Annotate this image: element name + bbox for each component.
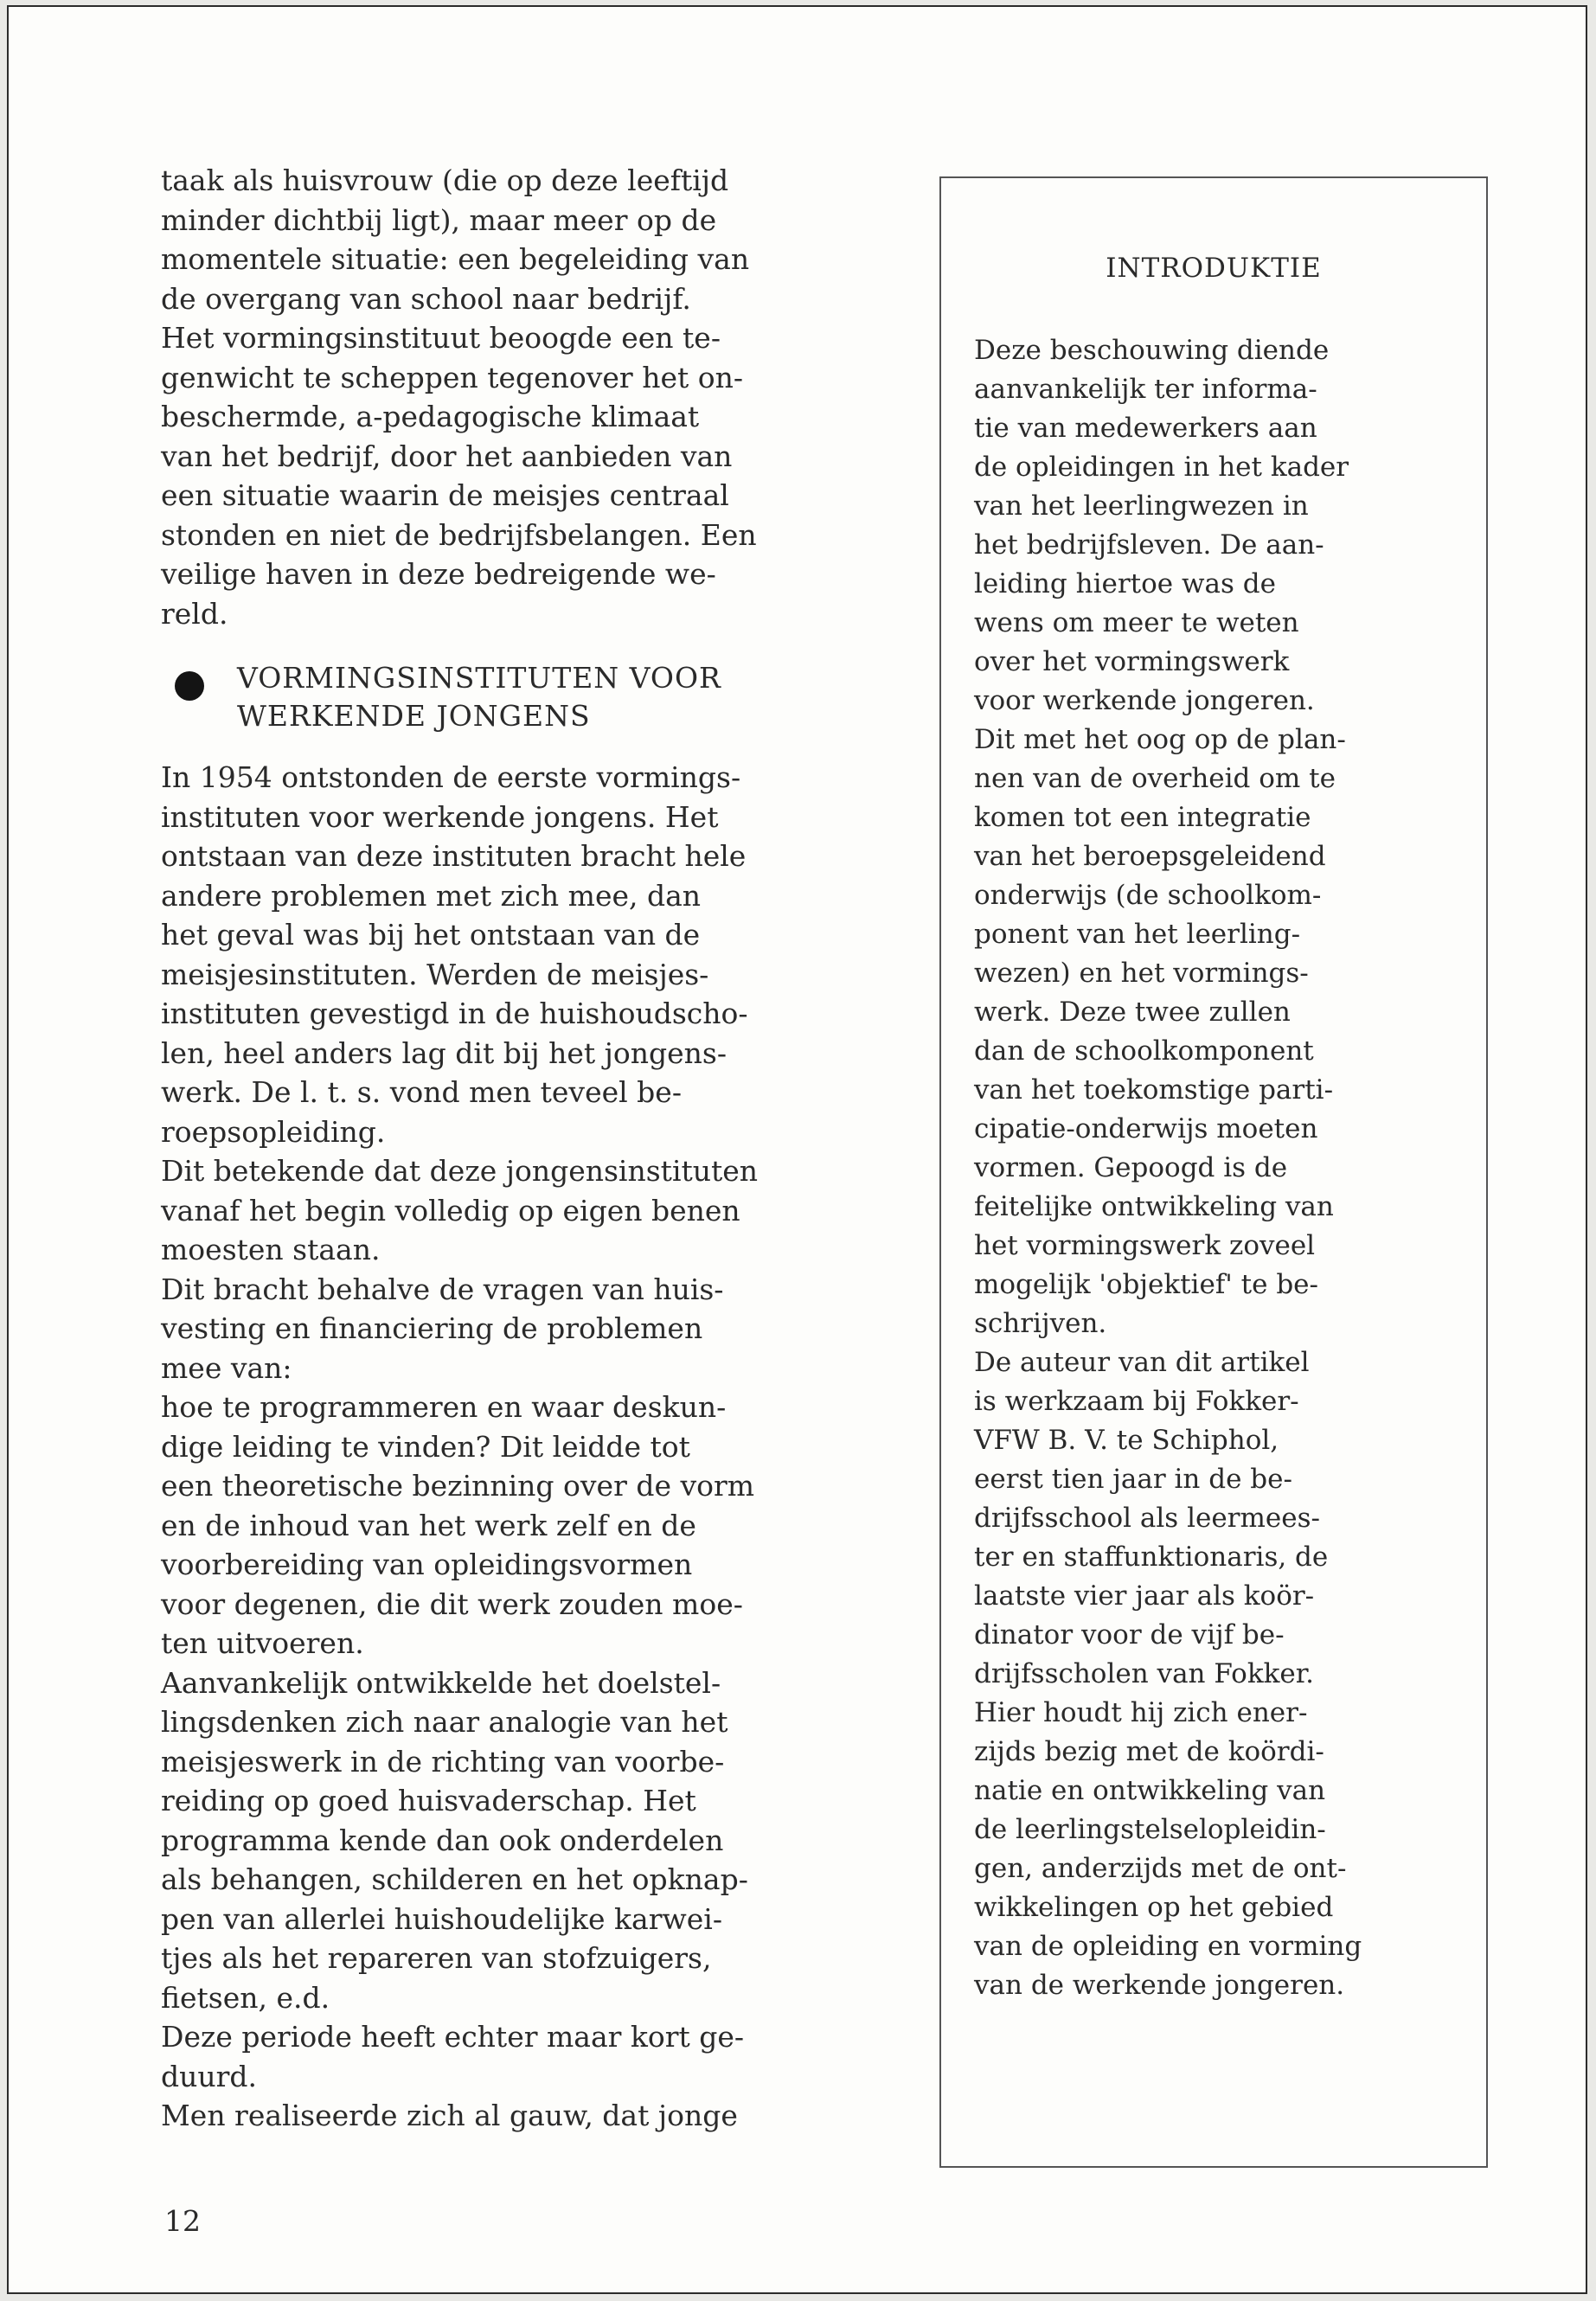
text-line: minder dichtbij ligt), maar meer op de — [161, 202, 717, 237]
text-line: de overgang van school naar bedrijf. — [161, 281, 691, 316]
text-line: In 1954 ontstonden de eerste vormings- — [161, 760, 741, 794]
text-line: van het leerlingwezen in — [974, 490, 1309, 522]
paragraph-1 — [161, 161, 896, 633]
text-line: ten uitvoeren. — [161, 1626, 364, 1660]
text-line: van de opleiding en vorming — [974, 1931, 1362, 1962]
text-line: momentele situatie: een begeleiding van — [161, 242, 750, 276]
text-line: dige leiding te vinden? Dit leidde tot — [161, 1429, 690, 1464]
page-number: 12 — [164, 2204, 201, 2238]
text-line: moesten staan. — [161, 1233, 381, 1266]
text-line: mee van: — [161, 1350, 292, 1385]
text-line: van het bedrijf, door het aanbieden van — [161, 439, 733, 473]
text-line: is werkzaam bij Fokker- — [974, 1386, 1299, 1417]
text-line: reiding op goed huisvaderschap. Het — [161, 1784, 696, 1817]
text-line: ponent van het leerling- — [974, 919, 1301, 950]
text-line: Dit bracht behalve de vragen van huis- — [161, 1272, 724, 1306]
text-line: schrijven. — [974, 1308, 1107, 1339]
text-line: onderwijs (de schoolkom- — [974, 880, 1322, 911]
text-line: de opleidingen in het kader — [974, 452, 1349, 483]
text-line: feitelijke ontwikkeling van — [974, 1191, 1334, 1222]
text-line: voor degenen, die dit werk zouden moe- — [161, 1586, 743, 1621]
text-line: Hier houdt hij zich ener- — [974, 1697, 1308, 1728]
text-line: nen van de overheid om te — [974, 763, 1336, 794]
text-line: pen van allerlei huishoudelijke karwei- — [161, 1901, 722, 1936]
text-line: De auteur van dit artikel — [974, 1347, 1310, 1378]
text-line: vesting en financiering de problemen — [161, 1311, 703, 1345]
text-line: het bedrijfsleven. De aan- — [974, 529, 1324, 561]
text-line: Dit met het oog op de plan- — [974, 724, 1346, 755]
introduction-box — [939, 176, 1488, 2168]
text-line: tjes als het repareren van stofzuigers, — [161, 1941, 712, 1975]
text-line: mogelijk 'objektief' te be- — [974, 1269, 1318, 1300]
text-line: WERKENDE JONGENS — [237, 699, 591, 733]
text-line: cipatie-onderwijs moeten — [974, 1113, 1318, 1144]
text-line: VORMINGSINSTITUTEN VOOR — [237, 661, 721, 695]
text-line: vanaf het begin volledig op eigen benen — [161, 1193, 740, 1227]
text-line: taak als huisvrouw (die op deze leeftijd — [161, 163, 729, 197]
text-line: vormen. Gepoogd is de — [974, 1152, 1288, 1183]
text-line: eerst tien jaar in de be- — [974, 1464, 1292, 1495]
text-line: het vormingswerk zoveel — [974, 1230, 1316, 1261]
text-line: genwicht te scheppen tegenover het on- — [161, 360, 744, 394]
text-line: natie en ontwikkeling van — [974, 1775, 1326, 1806]
text-line: lingsdenken zich naar analogie van het — [161, 1705, 728, 1739]
text-line: als behangen, schilderen en het opknap- — [161, 1862, 748, 1896]
section-heading-text — [237, 659, 896, 735]
text-line: reld. — [161, 596, 228, 631]
text-line: fietsen, e.d. — [161, 1980, 330, 2015]
text-line: tie van medewerkers aan — [974, 413, 1317, 444]
text-line: werk. De l. t. s. vond men teveel be- — [161, 1075, 682, 1109]
text-line: laatste vier jaar als koör- — [974, 1580, 1315, 1612]
text-line: en de inhoud van het werk zelf en de — [161, 1508, 696, 1542]
text-line: komen tot een integratie — [974, 802, 1311, 833]
text-line: Aanvankelijk ontwikkelde het doelstel- — [161, 1665, 721, 1700]
text-line: meisjeswerk in de richting van voorbe- — [161, 1744, 725, 1779]
text-line: een situatie waarin de meisjes centraal — [161, 478, 729, 512]
text-line: veilige haven in deze bedreigende we- — [161, 557, 716, 591]
text-line: instituten gevestigd in de huishoudscho- — [161, 997, 748, 1030]
text-line: van het beroepsgeleidend — [974, 841, 1326, 872]
text-line: zijds bezig met de koördi- — [974, 1736, 1324, 1767]
text-line: VFW B. V. te Schiphol, — [974, 1425, 1279, 1456]
text-line: voorbereiding van opleidingsvormen — [161, 1548, 693, 1581]
section-heading — [161, 659, 896, 735]
text-line: len, heel anders lag dit bij het jongens- — [161, 1035, 727, 1070]
text-line: wens om meer te weten — [974, 607, 1299, 638]
text-line: dinator voor de vijf be- — [974, 1619, 1285, 1650]
text-line: van het toekomstige parti- — [974, 1074, 1334, 1106]
text-line: leiding hiertoe was de — [974, 568, 1276, 599]
text-line: ter en staffunktionaris, de — [974, 1541, 1329, 1573]
paragraph-2 — [161, 758, 896, 2136]
text-line: Men realiseerde zich al gauw, dat jonge — [161, 2099, 738, 2132]
text-line: het geval was bij het ontstaan van de — [161, 918, 701, 952]
introduction-text — [974, 331, 1484, 2005]
text-line: over het vormingswerk — [974, 646, 1290, 677]
text-line: programma kende dan ook onderdelen — [161, 1823, 724, 1857]
text-line: gen, anderzijds met de ont- — [974, 1853, 1347, 1884]
text-line: een theoretische bezinning over de vorm — [161, 1469, 755, 1503]
text-line: beschermde, a-pedagogische klimaat — [161, 400, 700, 433]
text-line: hoe te programmeren en waar deskun- — [161, 1390, 727, 1424]
text-line: duurd. — [161, 2059, 258, 2093]
text-line: meisjesinstituten. Werden de meisjes- — [161, 957, 709, 991]
bullet-icon — [175, 671, 204, 701]
text-line: wezen) en het vormings- — [974, 958, 1309, 989]
text-line: de leerlingstelselopleidin- — [974, 1814, 1326, 1845]
text-line: van de werkende jongeren. — [974, 1970, 1345, 2001]
text-line: werk. Deze twee zullen — [974, 997, 1291, 1028]
text-line: Deze periode heeft echter maar kort ge- — [161, 2020, 745, 2054]
text-line: aanvankelijk ter informa- — [974, 374, 1317, 405]
text-line: andere problemen met zich mee, dan — [161, 878, 702, 913]
document-page — [7, 5, 1587, 2294]
text-line: instituten voor werkende jongens. Het — [161, 799, 719, 834]
text-line: Het vormingsinstituut beoogde een te- — [161, 321, 721, 355]
text-line: ontstaan van deze instituten bracht hele — [161, 839, 747, 873]
text-line: Deze beschouwing diende — [974, 335, 1330, 366]
main-column — [161, 161, 896, 2136]
text-line: drijfsschool als leermees- — [974, 1503, 1320, 1534]
text-line: voor werkende jongeren. — [974, 685, 1315, 716]
text-line: dan de schoolkomponent — [974, 1035, 1314, 1067]
text-line: Dit betekende dat deze jongensinstituten — [161, 1154, 759, 1188]
text-line: drijfsscholen van Fokker. — [974, 1658, 1315, 1689]
text-line: wikkelingen op het gebied — [974, 1892, 1334, 1923]
text-line: stonden en niet de bedrijfsbelangen. Een — [161, 517, 757, 552]
text-line: roepsopleiding. — [161, 1114, 386, 1149]
introduction-title: INTRODUKTIE — [1106, 253, 1322, 284]
